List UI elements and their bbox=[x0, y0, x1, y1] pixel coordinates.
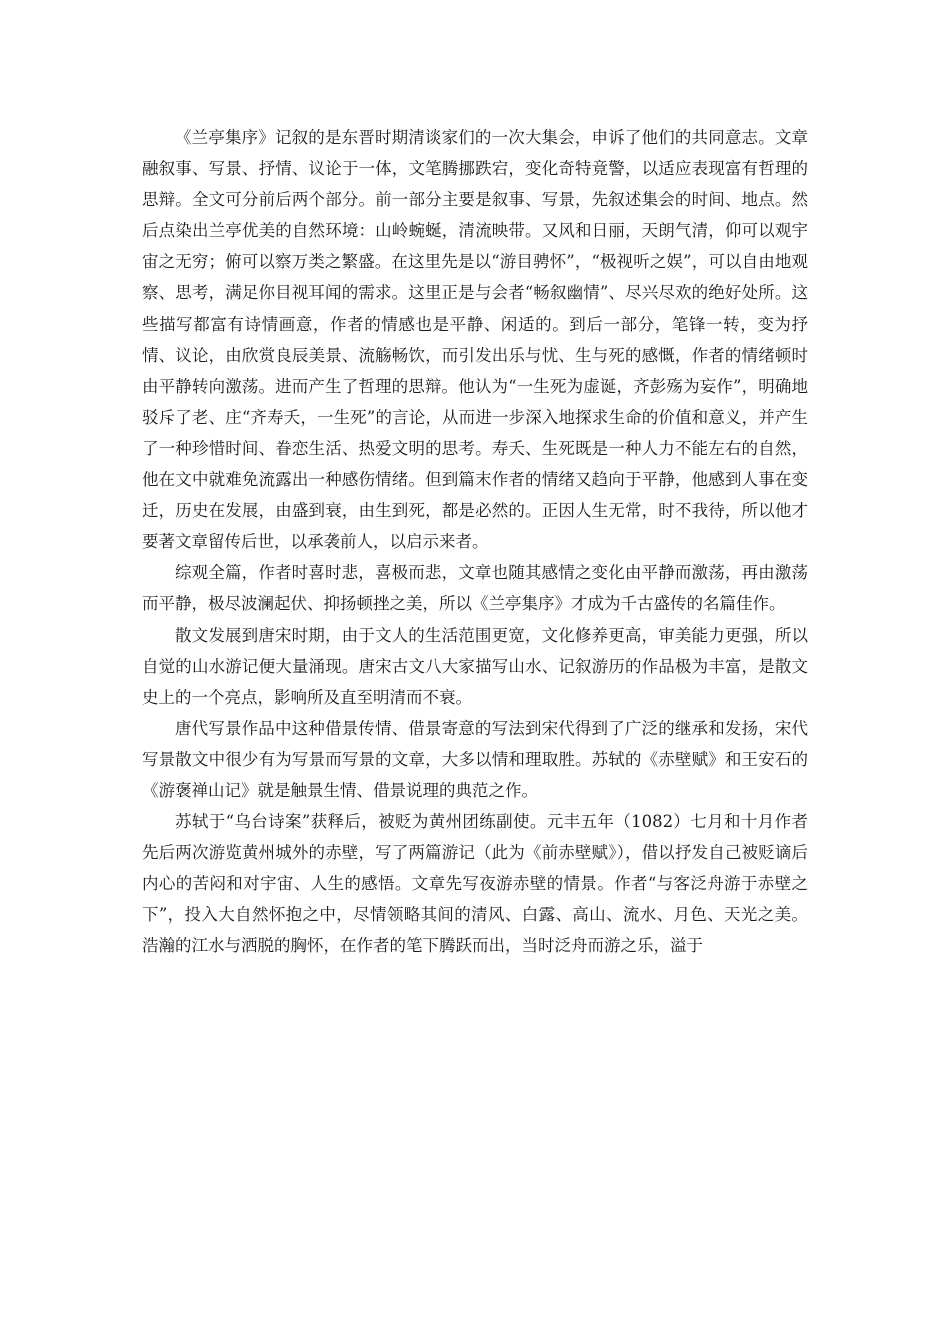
paragraph-lanting-overview: 综观全篇，作者时喜时悲，喜极而悲，文章也随其感情之变化由平静而激荡，再由激荡而平静，极尽波澜起伏、抑扬顿挫之美，所以《兰亭集序》才成为千古盛传的名篇佳作。 bbox=[142, 563, 808, 614]
paragraph-lanting-summary: 《兰亭集序》记叙的是东晋时期清谈家们的一次大集会，申诉了他们的共同意志。文章融叙事、写景、抒情、议论于一体，文笔腾挪跌宕，变化奇特竟警，以适应表现富有哲理的思辩。全文可分前后两个部分。前一部分主要是叙事、写景，先叙述集会的时间、地点。然后点染出兰亭优美的自然环境：山岭蜿蜒，清流映带。又风和日丽，天朗气清，仰可以观宇宙之无穷；俯可以察万类之繁盛。在这里先是以“游目骋怀”，“极视听之娱”，可以自由地观察、思考，满足你目视耳闻的需求。这里正是与会者“畅叙幽情”、尽兴尽欢的绝好处所。这些描写都富有诗情画意，作者的情感也是平静、闲适的。到后一部分，笔锋一转，变为抒情、议论，由欣赏良辰美景、流觞畅饮，而引发出乐与忧、生与死的感慨，作者的情绪顿时由平静转向激荡。进而产生了哲理的思辩。他认为“一生死为虚诞，齐彭殇为妄作”，明确地驳斥了老、庄“齐寿夭，一生死”的言论，从而进一步深入地探求生命的价值和意义，并产生了一种珍惜时间、眷恋生活、热爱文明的思考。寿夭、生死既是一种人力不能左右的自然，他在文中就难免流露出一种感伤情绪。但到篇末作者的情绪又趋向于平静，他感到人事在变迁，历史在发展，由盛到衰，由生到死，都是必然的。正因人生无常，时不我待，所以他才要著文章留传后世，以承袭前人，以启示来者。 bbox=[142, 128, 808, 552]
body-text bbox=[142, 122, 808, 962]
paragraph-su-shi-chibi: 苏轼于“乌台诗案”获释后，被贬为黄州团练副使。元丰五年（1082）七月和十月作者先后两次游览黄州城外的赤壁，写了两篇游记（此为《前赤壁赋》），借以抒发自己被贬谪后内心的苦闷和对宇宙、人生的感悟。文章先写夜游赤壁的情景。作者“与客泛舟游于赤壁之下”，投入大自然怀抱之中，尽情领略其间的清风、白露、高山、流水、月色、天光之美。浩瀚的江水与洒脱的胸怀，在作者的笔下腾跃而出，当时泛舟而游之乐，溢于 bbox=[142, 812, 808, 956]
paragraph-song-landscape: 唐代写景作品中这种借景传情、借景寄意的写法到宋代得到了广泛的继承和发扬，宋代写景散文中很少有为写景而写景的文章，大多以情和理取胜。苏轼的《赤壁赋》和王安石的《游褒禅山记》就是触景生情、借景说理的典范之作。 bbox=[142, 718, 808, 800]
paragraph-tang-song-prose: 散文发展到唐宋时期，由于文人的生活范围更宽，文化修养更高，审美能力更强，所以自觉的山水游记便大量涌现。唐宋古文八大家描写山水、记叙游历的作品极为丰富，是散文史上的一个亮点，影响所及直至明清而不衰。 bbox=[142, 625, 808, 707]
